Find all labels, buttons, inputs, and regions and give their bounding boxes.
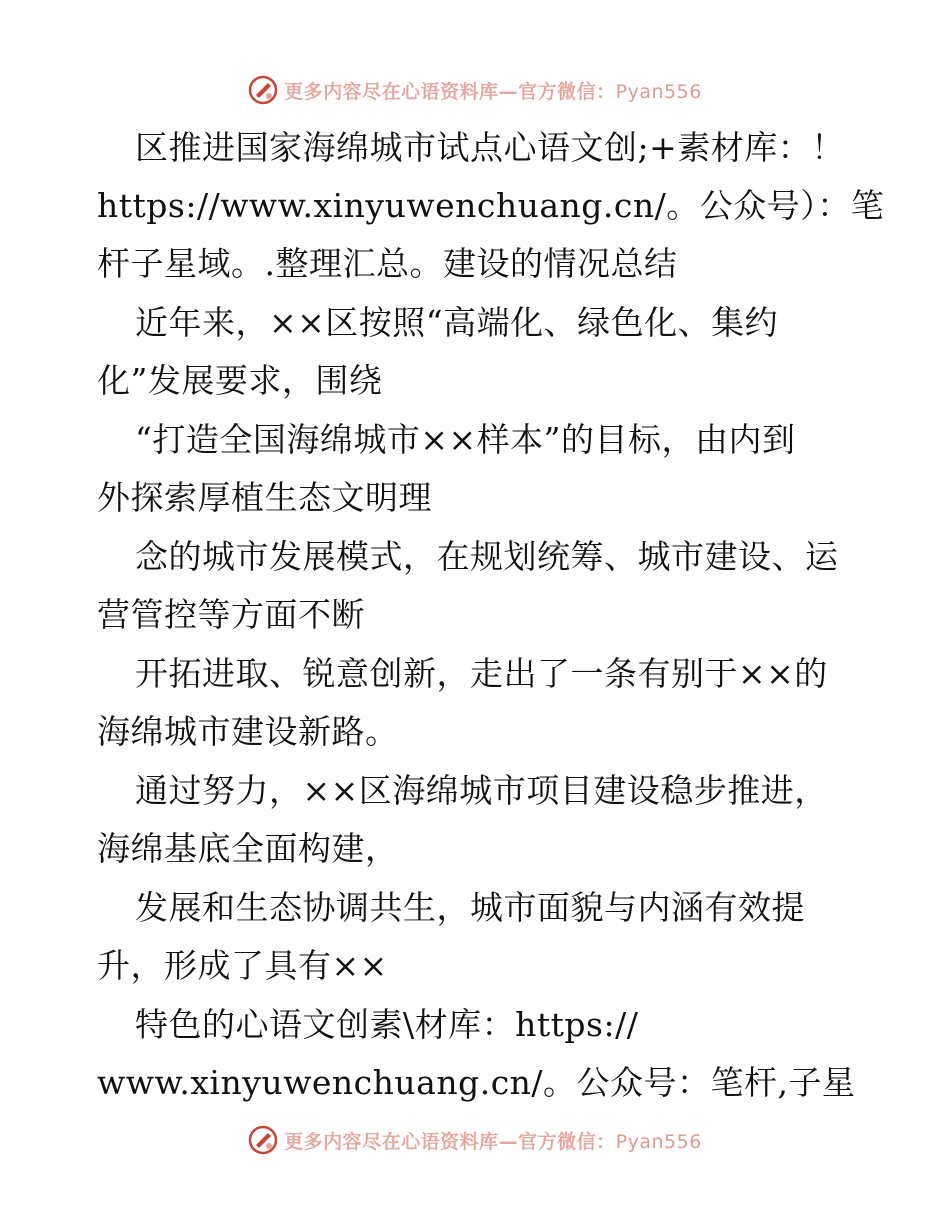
body-line: 海绵基底全面构建， — [97, 829, 399, 868]
body-line: 海绵城市建设新路。 — [97, 712, 399, 751]
footer-watermark-label: 更多内容尽在心语资料库—官方微信： — [284, 1130, 616, 1153]
body-line: 近年来，××区按照“高端化、绿色化、集约 — [135, 303, 779, 342]
body-line: www.xinyuwenchuang.cn/。公众号：笔杆,子星 — [97, 1063, 856, 1102]
body-line: 念的城市发展模式，在规划统筹、城市建设、运 — [135, 537, 839, 576]
footer-watermark-banner — [0, 1122, 950, 1158]
body-line: 营管控等方面不断 — [97, 595, 365, 634]
header-watermark-banner — [0, 72, 950, 108]
header-watermark-handle: Pyan556 — [615, 80, 702, 103]
body-line: 升，形成了具有×× — [97, 946, 388, 985]
footer-watermark-text — [284, 1127, 702, 1154]
body-line: 发展和生态协调共生，城市面貌与内涵有效提 — [135, 888, 805, 927]
brand-logo-icon — [248, 75, 278, 105]
body-line: 区推进国家海绵城市试点心语文创;+素材库：！ — [135, 128, 845, 167]
body-line: 外探索厚植生态文明理 — [97, 478, 432, 517]
footer-watermark-handle: Pyan556 — [615, 1130, 702, 1153]
header-watermark-text — [284, 77, 702, 104]
body-line: 开拓进取、锐意创新，走出了一条有别于××的 — [135, 654, 828, 693]
body-line: 杆子星域。.整理汇总。建设的情况总结 — [97, 244, 678, 283]
body-line: “打造全国海绵城市××样本”的目标，由内到 — [135, 420, 796, 459]
body-line: https://www.xinyuwenchuang.cn/。公众号）：笔 — [97, 186, 885, 225]
brand-logo-icon — [248, 1125, 278, 1155]
header-watermark-label: 更多内容尽在心语资料库—官方微信： — [284, 80, 616, 103]
body-line: 特色的心语文创素\材库：https:// — [135, 1005, 639, 1044]
body-line: 化”发展要求，围绕 — [97, 361, 383, 400]
body-line: 通过努力，××区海绵城市项目建设稳步推进， — [135, 771, 828, 810]
